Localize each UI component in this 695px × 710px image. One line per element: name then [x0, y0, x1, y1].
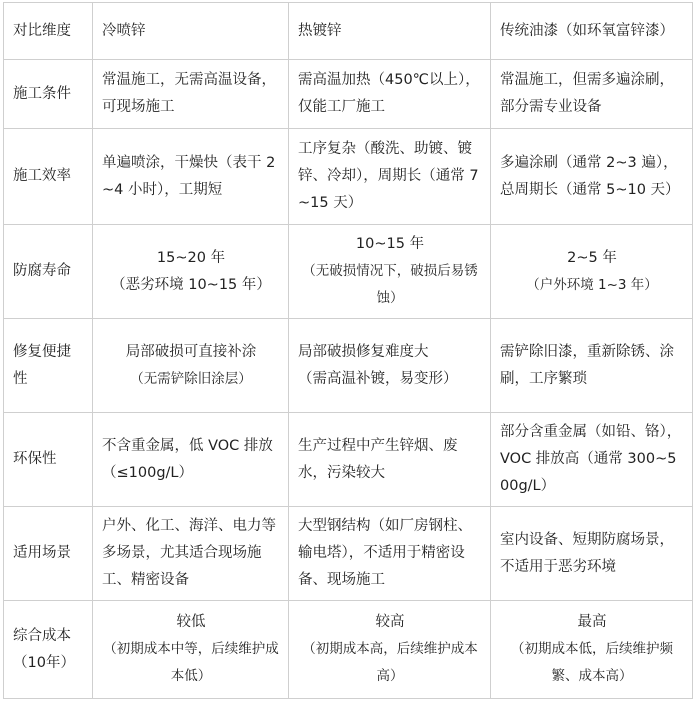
row-label: 施工效率	[4, 129, 93, 225]
row-construction-efficiency	[4, 129, 693, 225]
row-label: 修复便捷性	[4, 319, 93, 413]
row-overall-cost	[4, 601, 693, 699]
value-main: 较高	[375, 614, 405, 630]
cell-hot-dip	[289, 319, 491, 413]
cell-cold-spray	[93, 601, 289, 699]
row-repair-convenience	[4, 319, 693, 413]
header-row	[4, 3, 693, 60]
header-dimension: 对比维度	[4, 3, 93, 60]
cell-traditional	[491, 225, 693, 319]
value-main: 局部破损修复难度大	[298, 343, 429, 360]
header-traditional: 传统油漆（如环氧富锌漆）	[491, 3, 693, 60]
value-main: 2~5 年	[567, 249, 617, 266]
cell-hot-dip: 需高温加热（450℃以上），仅能工厂施工	[289, 60, 491, 129]
row-construction-conditions	[4, 60, 693, 129]
value-note: （户外环境 1~3 年）	[526, 276, 658, 293]
value-main: 最高	[577, 614, 607, 630]
row-label: 综合成本（10年）	[4, 601, 93, 699]
row-application-scenarios	[4, 507, 693, 601]
row-label: 施工条件	[4, 60, 93, 129]
comparison-table	[3, 2, 693, 699]
cell-hot-dip: 工序复杂（酸洗、助镀、镀锌、冷却），周期长（通常 7~15 天）	[289, 129, 491, 225]
row-label: 防腐寿命	[4, 225, 93, 319]
value-note: （无需铲除旧涂层）	[130, 370, 252, 387]
cell-cold-spray: 户外、化工、海洋、电力等多场景，尤其适合现场施工、精密设备	[93, 507, 289, 601]
value-note: （初期成本高，后续维护成本高）	[302, 641, 478, 684]
row-environmental	[4, 413, 693, 507]
cell-traditional: 需铲除旧漆，重新除锈、涂刷，工序繁琐	[491, 319, 693, 413]
row-label: 环保性	[4, 413, 93, 507]
value-note: （初期成本中等，后续维护成本低）	[103, 641, 279, 684]
cell-traditional: 多遍涂刷（通常 2~3 遍），总周期长（通常 5~10 天）	[491, 129, 693, 225]
cell-hot-dip: 大型钢结构（如厂房钢柱、输电塔），不适用于精密设备、现场施工	[289, 507, 491, 601]
value-note: （无破损情况下，破损后易锈蚀）	[302, 263, 478, 306]
cell-cold-spray	[93, 319, 289, 413]
cell-traditional: 常温施工，但需多遍涂刷，部分需专业设备	[491, 60, 693, 129]
value-main: 较低	[176, 614, 206, 630]
cell-cold-spray: 不含重金属，低 VOC 排放（≤100g/L）	[93, 413, 289, 507]
cell-hot-dip: 生产过程中产生锌烟、废水，污染较大	[289, 413, 491, 507]
header-cold-spray: 冷喷锌	[93, 3, 289, 60]
value-main: 10~15 年	[355, 236, 425, 252]
value-main: 局部破损可直接补涂	[125, 343, 257, 360]
header-hot-dip: 热镀锌	[289, 3, 491, 60]
cell-cold-spray	[93, 225, 289, 319]
cell-cold-spray: 常温施工，无需高温设备，可现场施工	[93, 60, 289, 129]
cell-hot-dip	[289, 225, 491, 319]
row-label: 适用场景	[4, 507, 93, 601]
cell-hot-dip	[289, 601, 491, 699]
cell-traditional: 部分含重金属（如铅、铬），VOC 排放高（通常 300~500g/L）	[491, 413, 693, 507]
value-note: （需高温补镀，易变形）	[298, 370, 458, 387]
value-main: 15~20 年	[156, 249, 226, 266]
cell-traditional	[491, 601, 693, 699]
cell-cold-spray: 单遍喷涂，干燥快（表干 2~4 小时），工期短	[93, 129, 289, 225]
value-note: （恶劣环境 10~15 年）	[111, 276, 271, 293]
row-service-life	[4, 225, 693, 319]
value-note: （初期成本低，后续维护频繁、成本高）	[511, 641, 673, 684]
cell-traditional: 室内设备、短期防腐场景，不适用于恶劣环境	[491, 507, 693, 601]
